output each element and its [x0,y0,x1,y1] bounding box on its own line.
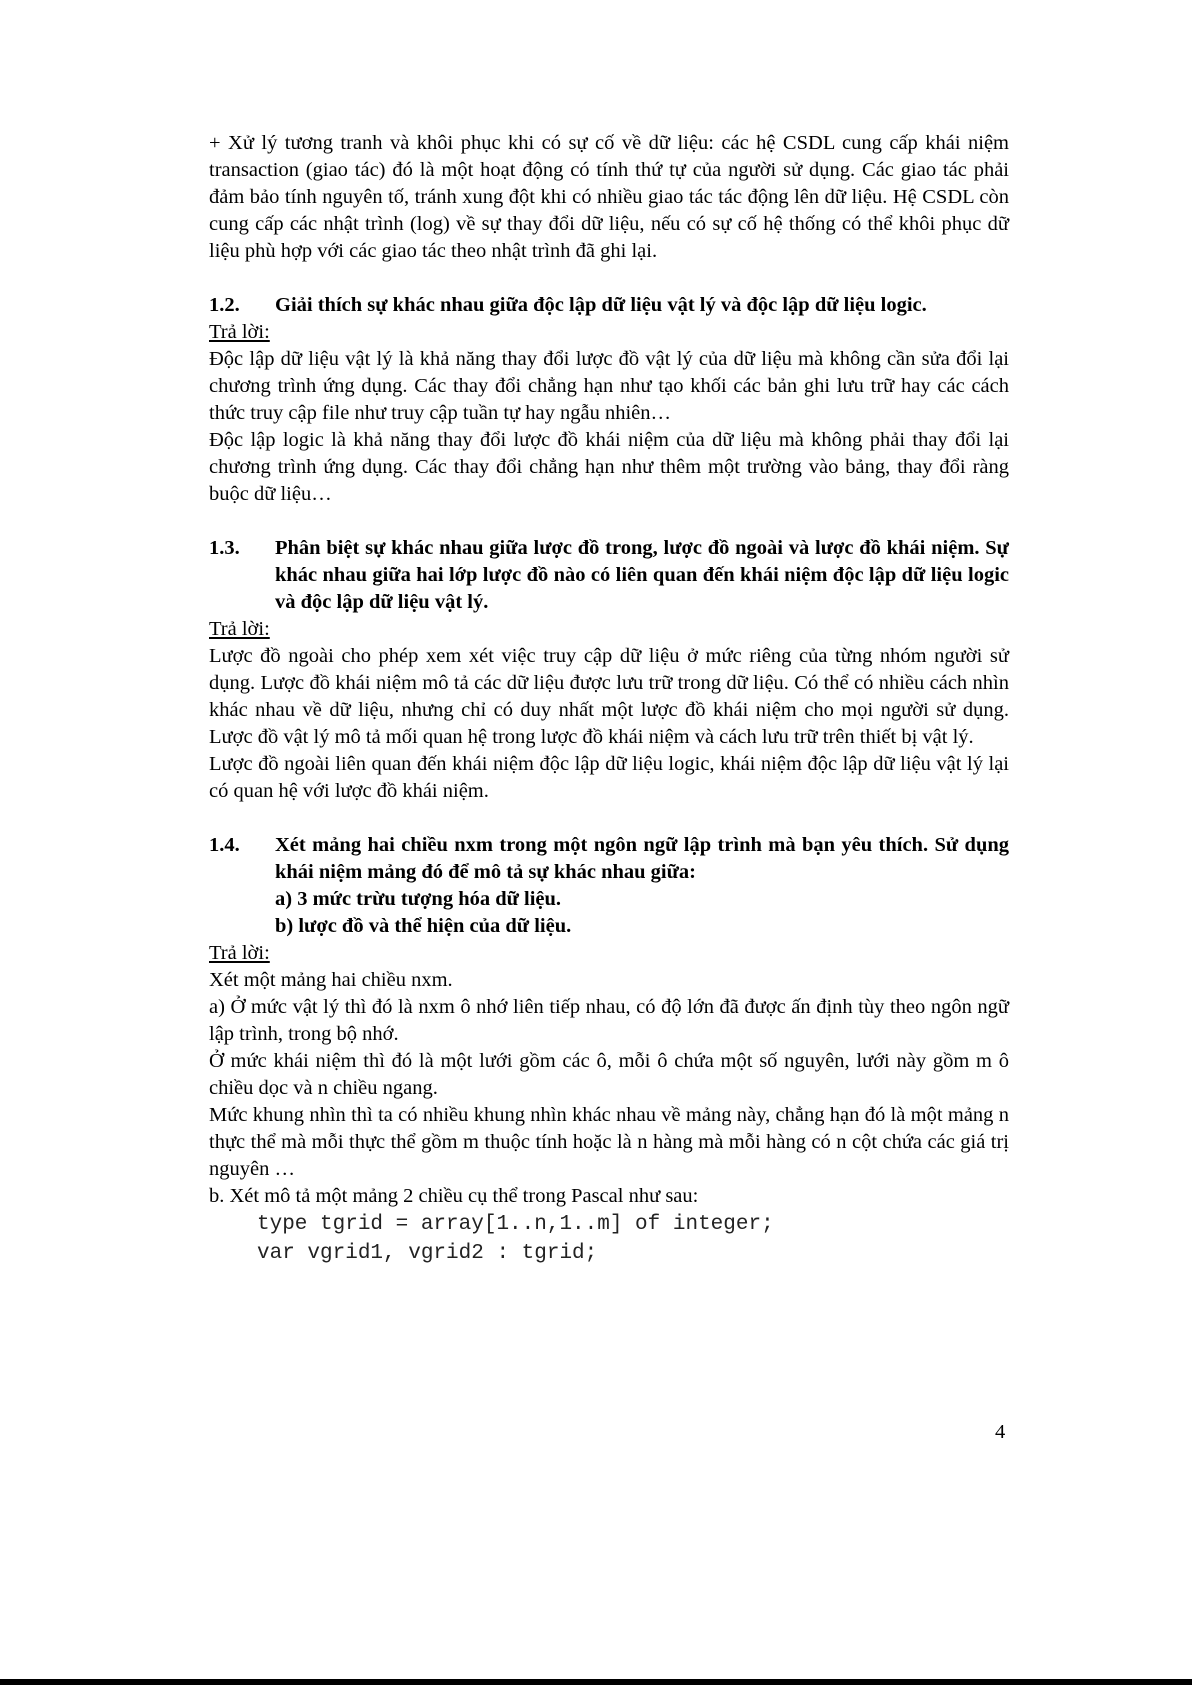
answer-paragraph: Lược đồ ngoài liên quan đến khái niệm độc lập dữ liệu logic, khái niệm độc lập dữ liệu vật lý lại có quan hệ với lược đồ khái niệm. [209,753,1009,802]
answer-label: Trả lời: [209,618,270,640]
answer-paragraph: Lược đồ ngoài cho phép xem xét việc truy cập dữ liệu ở mức riêng của từng nhóm người sử dụng. Lược đồ khái niệm mô tả các dữ liệu được lưu trữ trong dữ liệu. Có thể có nhiều cách nhìn khác nhau về dữ liệu, nhưng chỉ có duy nhất một lược đồ khái niệm cho mọi người sử dụng. Lược đồ vật lý mô tả mối quan hệ trong lược đồ khái niệm và cách lưu trữ trên thiết bị vật lý. [209,645,1009,748]
code-line: type tgrid = array[1..n,1..m] of integer; [257,1213,774,1236]
question-number: 1.4. [209,834,240,856]
question-1-4 [209,832,1009,940]
bottom-border [0,1679,1192,1685]
answer-paragraph: Mức khung nhìn thì ta có nhiều khung nhìn khác nhau về mảng này, chẳng hạn đó là một mảng n thực thể mà mỗi thực thể gồm m thuộc tính hoặc là n hàng mà mỗi hàng có n cột chứa các giá trị nguyên … [209,1104,1009,1180]
answer-paragraph: Xét một mảng hai chiều nxm. [209,969,453,991]
question-number: 1.3. [209,537,240,559]
answer-paragraph: Ở mức khái niệm thì đó là một lưới gồm các ô, mỗi ô chứa một số nguyên, lưới này gồm m ô chiều dọc và n chiều ngang. [209,1050,1009,1099]
question-1-2 [209,292,1009,319]
intro-paragraph: + Xử lý tương tranh và khôi phục khi có sự cố về dữ liệu: các hệ CSDL cung cấp khái niệm transaction (giao tác) đó là một hoạt động có tính thứ tự của người sử dụng. Các giao tác phải đảm bảo tính nguyên tố, tránh xung đột khi có nhiều giao tác tác động lên dữ liệu. Hệ CSDL còn cung cấp các nhật trình (log) về sự thay đổi dữ liệu, nếu có sự cố hệ thống có thể khôi phục dữ liệu phù hợp với các giao tác theo nhật trình đã ghi lại. [209,132,1009,262]
document-page [209,130,1009,1268]
answer-paragraph: Độc lập logic là khả năng thay đổi lược đồ khái niệm của dữ liệu mà không phải thay đổi lại chương trình ứng dụng. Các thay đổi chẳng hạn như thêm một trường vào bảng, thay đổi ràng buộc dữ liệu… [209,429,1009,505]
answer-paragraph: Độc lập dữ liệu vật lý là khả năng thay đổi lược đồ vật lý của dữ liệu mà không cần sửa đổi lại chương trình ứng dụng. Các thay đổi chẳng hạn như tạo khối các bản ghi lưu trữ hay các cách thức truy cập file như truy cập tuần tự hay ngẫu nhiên… [209,348,1009,424]
code-line: var vgrid1, vgrid2 : tgrid; [257,1242,598,1265]
answer-label: Trả lời: [209,942,270,964]
answer-paragraph: a) Ở mức vật lý thì đó là nxm ô nhớ liên tiếp nhau, có độ lớn đã được ấn định tùy theo ngôn ngữ lập trình, trong bộ nhớ. [209,996,1009,1045]
question-1-3 [209,535,1009,616]
answer-paragraph: b. Xét mô tả một mảng 2 chiều cụ thể trong Pascal như sau: [209,1185,699,1207]
question-number: 1.2. [209,294,240,316]
answer-label: Trả lời: [209,321,270,343]
question-text: Phân biệt sự khác nhau giữa lược đồ trong, lược đồ ngoài và lược đồ khái niệm. Sự khác nhau giữa hai lớp lược đồ nào có liên quan đến khái niệm độc lập dữ liệu logic và độc lập dữ liệu vật lý. [275,537,1009,613]
question-text: Xét mảng hai chiều nxm trong một ngôn ngữ lập trình mà bạn yêu thích. Sử dụng khái niệm mảng đó để mô tả sự khác nhau giữa: a) 3 mức trừu tượng hóa dữ liệu. b) lược đồ và thể hiện của dữ liệu. [275,834,1009,937]
question-text: Giải thích sự khác nhau giữa độc lập dữ liệu vật lý và độc lập dữ liệu logic. [275,294,927,316]
page-number: 4 [995,1421,1006,1443]
